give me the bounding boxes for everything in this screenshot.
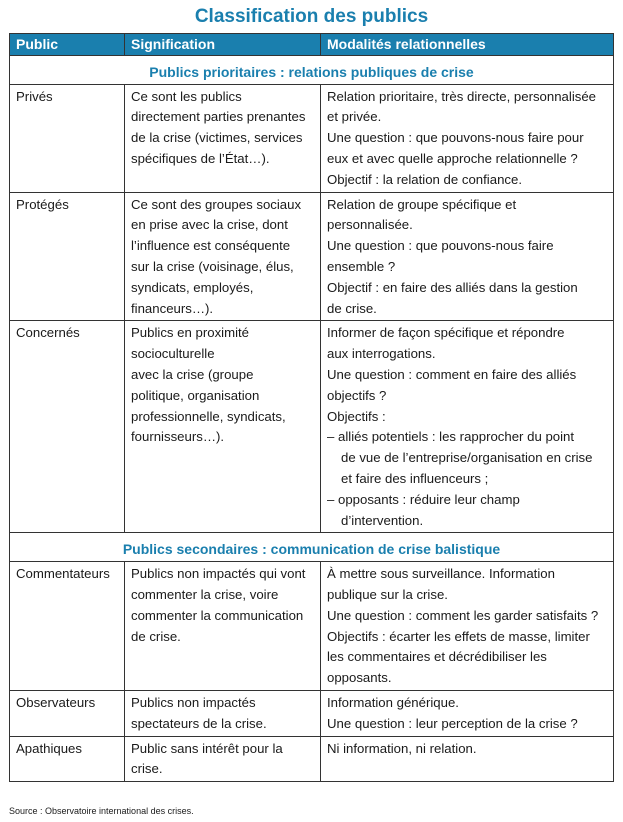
text-line: Ce sont des groupes sociaux <box>131 196 302 212</box>
text-line: les commentaires et décrédibiliser les <box>327 649 547 665</box>
bullet-line: – opposants : réduire leur champ <box>327 491 520 507</box>
text-line: de crise. <box>131 628 181 644</box>
signification-cell <box>125 562 321 691</box>
header-signification: Signification <box>125 34 321 56</box>
text-line: Publics non impactés qui vont <box>131 566 306 582</box>
bullet-line: – alliés potentiels : les rapprocher du point <box>327 429 575 445</box>
text-line: ensemble ? <box>327 258 396 274</box>
bullet-line: d’intervention. <box>341 512 424 528</box>
public-cell: Apathiques <box>10 736 125 782</box>
text-line: Relation de groupe spécifique et <box>327 196 517 212</box>
text-line: directement parties prenantes <box>131 109 306 125</box>
bullet-line: et faire des influenceurs ; <box>341 470 489 486</box>
section-row-secondaires <box>10 533 614 562</box>
text-line: avec la crise (groupe <box>131 366 254 382</box>
table-row <box>10 562 614 691</box>
text-line: et privée. <box>327 109 382 125</box>
section-heading: Publics prioritaires : relations publiques de crise <box>10 55 614 84</box>
text-line: socioculturelle <box>131 346 215 362</box>
table-row <box>10 192 614 321</box>
text-line: commenter la communication <box>131 607 304 623</box>
modalites-cell <box>321 736 614 782</box>
text-line: opposants. <box>327 670 392 686</box>
text-line: personnalisée. <box>327 217 413 233</box>
text-line: commenter la crise, voire <box>131 586 279 602</box>
text-line: Objectifs : écarter les effets de masse, limiter <box>327 628 590 644</box>
table-row <box>10 321 614 533</box>
source-note: Source : Observatoire international des crises. <box>9 806 194 816</box>
text-line: Une question : que pouvons-nous faire pour <box>327 130 584 146</box>
bullet-line: de vue de l’entreprise/organisation en crise <box>341 450 593 466</box>
text-line: eux et avec quelle approche relationnelle ? <box>327 150 578 166</box>
public-cell: Commentateurs <box>10 562 125 691</box>
text-line: Objectif : la relation de confiance. <box>327 171 522 187</box>
text-line: politique, organisation <box>131 387 260 403</box>
modalites-cell <box>321 690 614 736</box>
text-line: crise. <box>131 761 163 777</box>
text-line: Objectifs : <box>327 408 386 424</box>
text-line: fournisseurs…). <box>131 429 225 445</box>
text-line: syndicats, employés, <box>131 279 254 295</box>
signification-cell <box>125 84 321 192</box>
modalites-cell <box>321 321 614 533</box>
section-heading: Publics secondaires : communication de crise balistique <box>10 533 614 562</box>
public-cell: Observateurs <box>10 690 125 736</box>
public-cell: Concernés <box>10 321 125 533</box>
table-row <box>10 736 614 782</box>
text-line: Une question : leur perception de la crise ? <box>327 715 578 731</box>
modalites-cell <box>321 84 614 192</box>
text-line: spectateurs de la crise. <box>131 715 267 731</box>
section-row-prioritaires <box>10 55 614 84</box>
signification-cell <box>125 321 321 533</box>
bullet-item <box>327 427 607 489</box>
signification-cell <box>125 690 321 736</box>
text-line: Une question : comment en faire des alliés <box>327 366 577 382</box>
text-line: sur la crise (voisinage, élus, <box>131 258 294 274</box>
public-cell: Privés <box>10 84 125 192</box>
text-line: spécifiques de l’État…). <box>131 150 270 166</box>
header-row <box>10 34 614 56</box>
publics-table <box>9 33 614 782</box>
modalites-cell <box>321 562 614 691</box>
text-line: À mettre sous surveillance. Information <box>327 566 555 582</box>
text-line: en prise avec la crise, dont <box>131 217 288 233</box>
text-line: Objectif : en faire des alliés dans la gestion <box>327 279 578 295</box>
text-line: Ce sont les publics <box>131 88 242 104</box>
text-line: aux interrogations. <box>327 346 436 362</box>
text-line: Informer de façon spécifique et répondre <box>327 325 565 341</box>
signification-cell <box>125 192 321 321</box>
header-modalites: Modalités relationnelles <box>321 34 614 56</box>
text-line: de crise. <box>327 300 377 316</box>
text-line: Ni information, ni relation. <box>327 740 477 756</box>
text-line: Publics en proximité <box>131 325 250 341</box>
text-line: Publics non impactés <box>131 694 256 710</box>
text-line: Relation prioritaire, très directe, personnalisée <box>327 88 597 104</box>
text-line: Information générique. <box>327 694 459 710</box>
text-line: professionnelle, syndicats, <box>131 408 286 424</box>
bullet-item <box>327 490 607 532</box>
signification-cell <box>125 736 321 782</box>
text-line: publique sur la crise. <box>327 586 448 602</box>
table-title: Classification des publics <box>194 6 429 27</box>
text-line: objectifs ? <box>327 387 387 403</box>
text-line: Une question : que pouvons-nous faire <box>327 238 554 254</box>
modalites-cell <box>321 192 614 321</box>
text-line: de la crise (victimes, services <box>131 130 303 146</box>
table-row <box>10 84 614 192</box>
text-line: l’influence est conséquente <box>131 238 291 254</box>
text-line: Une question : comment les garder satisfaits ? <box>327 607 599 623</box>
public-cell: Protégés <box>10 192 125 321</box>
table-row <box>10 690 614 736</box>
text-line: financeurs…). <box>131 300 214 316</box>
text-line: Public sans intérêt pour la <box>131 740 283 756</box>
header-public: Public <box>10 34 125 56</box>
